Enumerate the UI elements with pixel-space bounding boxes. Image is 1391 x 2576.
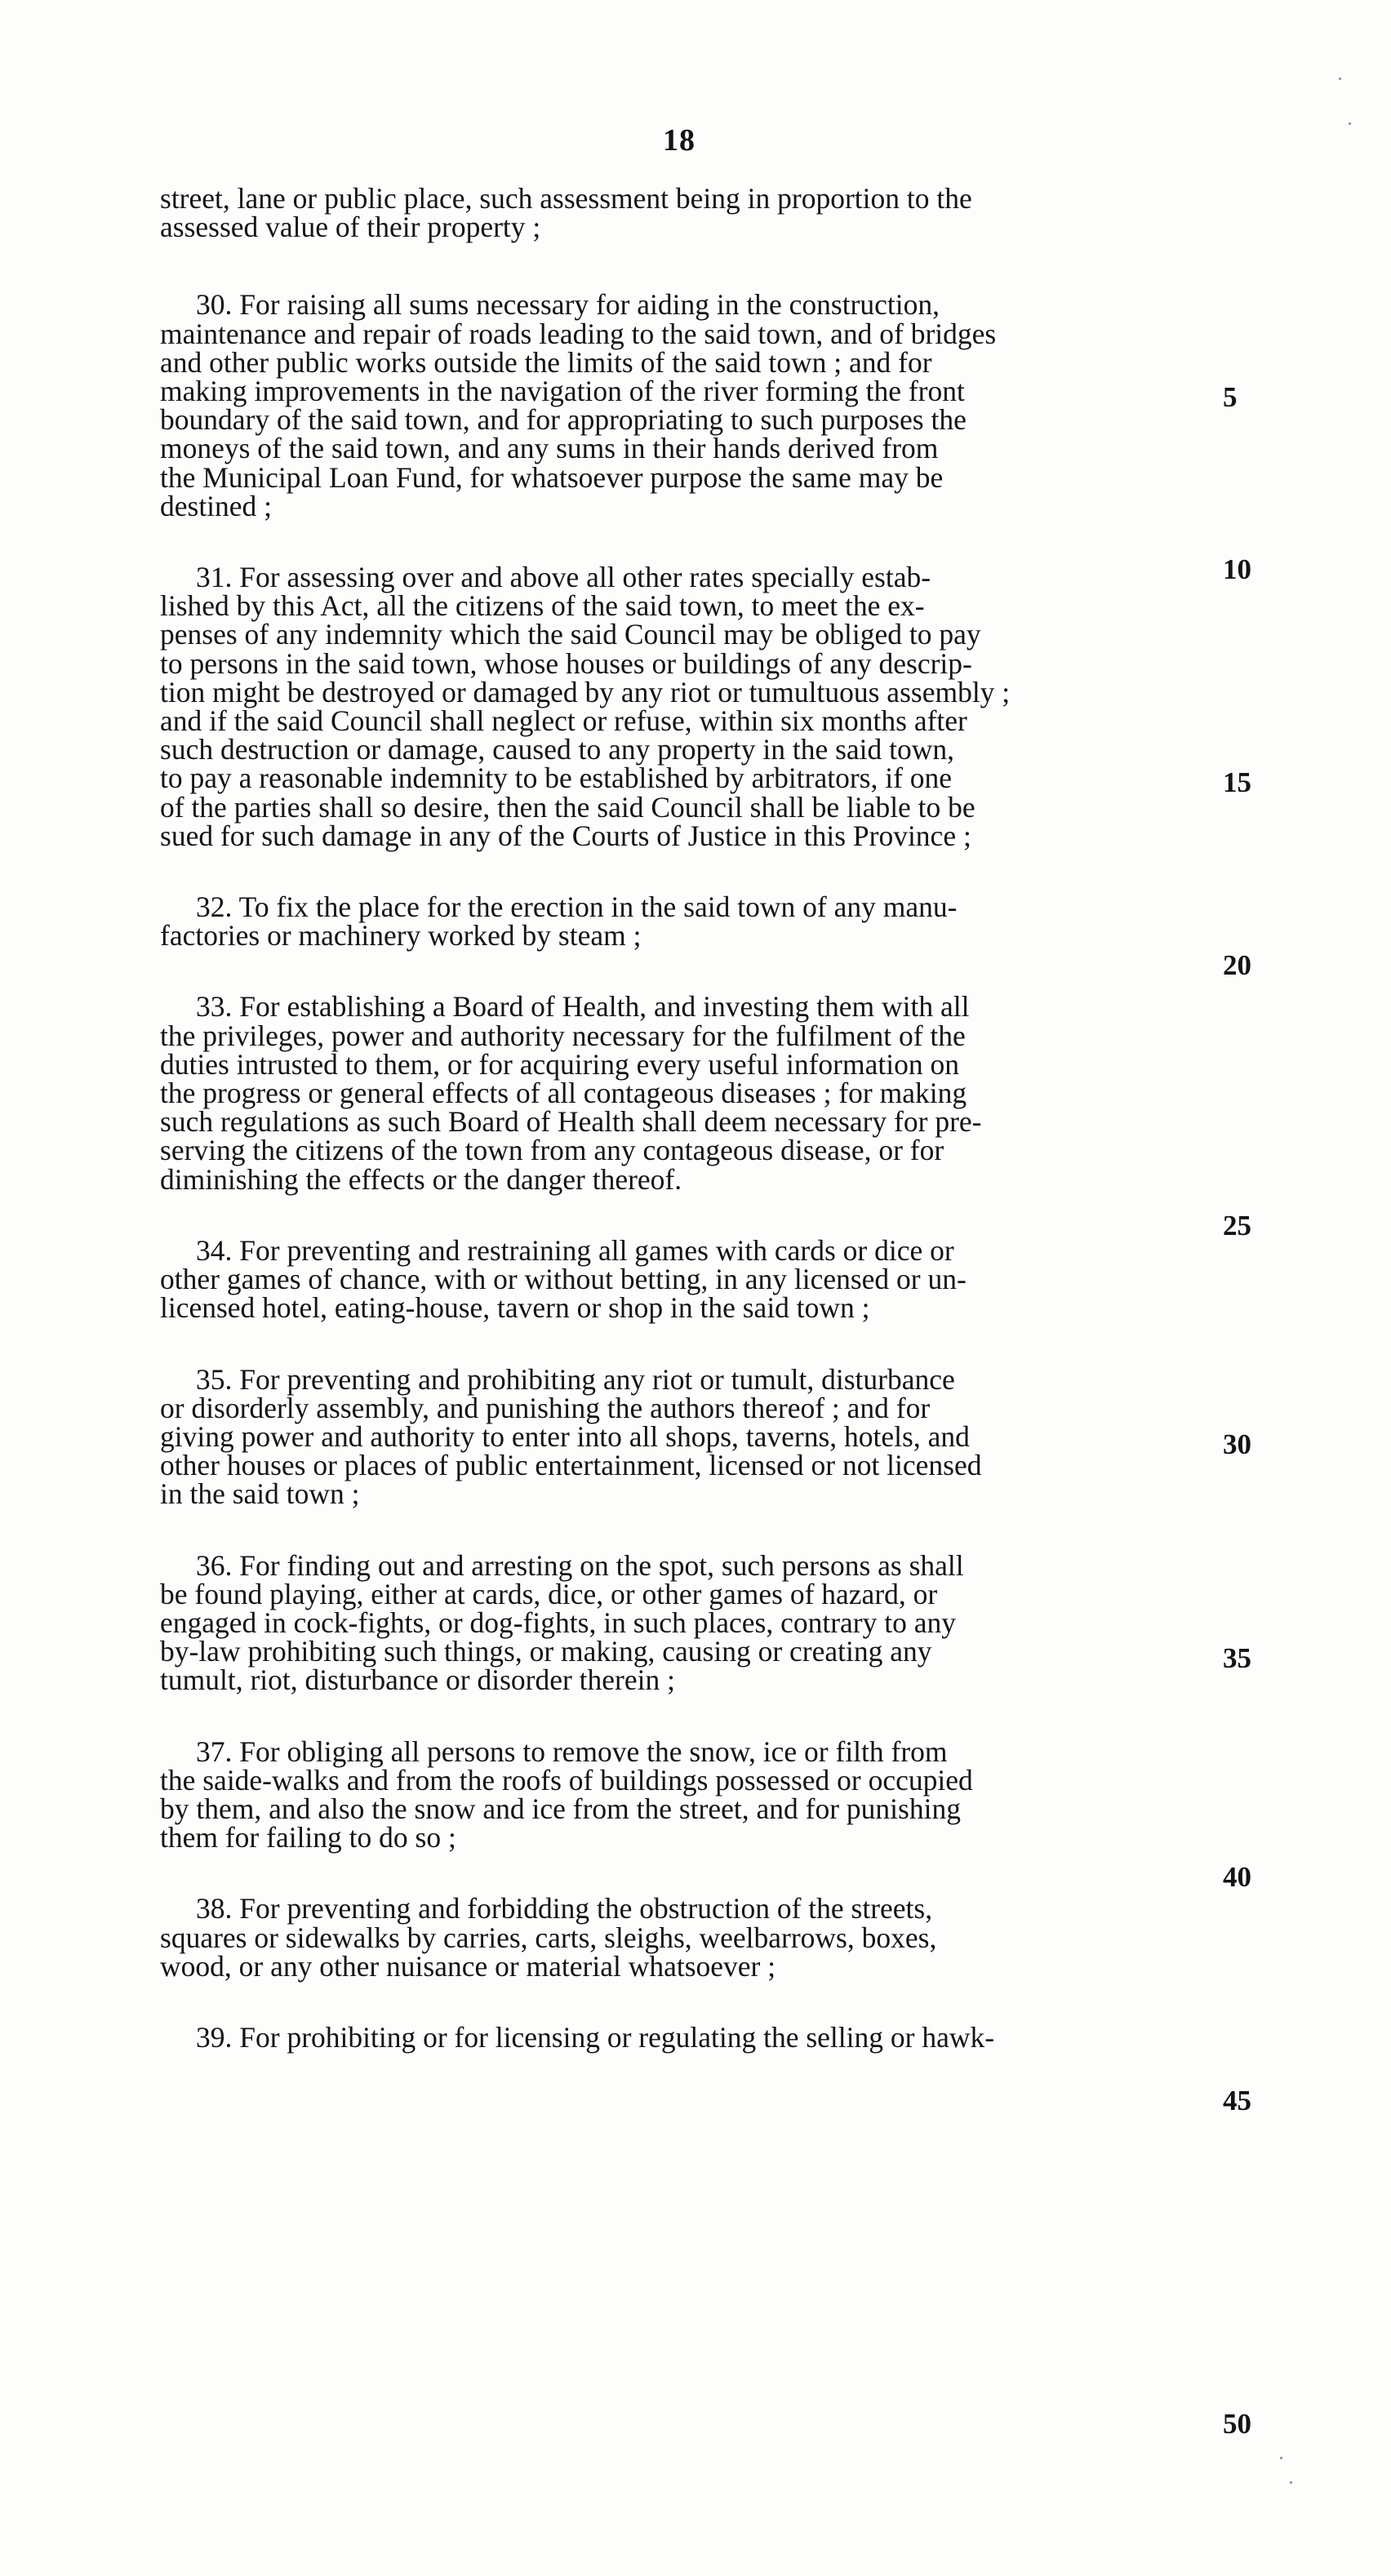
text-line: 31. For assessing over and above all other rates specially estab- xyxy=(196,561,931,594)
text-line: be found playing, either at cards, dice, or other games of hazard, or xyxy=(160,1577,938,1610)
text-line: other houses or places of public entertainment, licensed or not licensed xyxy=(160,1449,982,1482)
text-line: serving the citizens of the town from any contageous disease, or for xyxy=(160,1134,944,1167)
text-line: street, lane or public place, such assessment being in proportion to the xyxy=(160,182,972,215)
text-line: wood, or any other nuisance or material whatsoever ; xyxy=(160,1949,776,1983)
text-line: making improvements in the navigation of the river forming the front xyxy=(160,375,965,408)
paragraph-35 xyxy=(160,1362,1205,1511)
scan-speck xyxy=(1349,122,1351,125)
text-line: 35. For preventing and prohibiting any riot or tumult, disturbance xyxy=(196,1362,955,1396)
text-line: or disorderly assembly, and punishing the authors thereof ; and for xyxy=(160,1391,931,1424)
text-line: tumult, riot, disturbance or disorder therein ; xyxy=(160,1663,675,1697)
text-line: 37. For obliging all persons to remove the snow, ice or filth from xyxy=(196,1734,948,1768)
text-line: the privileges, power and authority necessary for the fulfilment of the xyxy=(160,1019,966,1052)
text-line: duties intrusted to them, or for acquiring every useful information on xyxy=(160,1047,959,1081)
text-line: such regulations as such Board of Health shall deem necessary for pre- xyxy=(160,1105,982,1139)
text-line: and if the said Council shall neglect or refuse, within six months after xyxy=(160,704,967,738)
paragraph-38 xyxy=(160,1894,1205,1981)
paragraph-37 xyxy=(160,1734,1205,1854)
text-line: lished by this Act, all the citizens of the said town, to meet the ex- xyxy=(160,589,925,623)
margin-line-number: 20 xyxy=(1223,949,1251,981)
text-line: 32. To fix the place for the erection in the said town of any manu- xyxy=(196,890,958,924)
text-line: in the said town ; xyxy=(160,1477,360,1511)
margin-line-number: 15 xyxy=(1223,766,1251,798)
paragraph-39 xyxy=(160,2020,1205,2054)
text-line: boundary of the said town, and for appropriating to such purposes the xyxy=(160,403,967,437)
text-line: factories or machinery worked by steam ; xyxy=(160,919,642,953)
scan-speck xyxy=(1290,2481,1292,2484)
paragraph-34 xyxy=(160,1233,1205,1325)
text-line: tion might be destroyed or damaged by any riot or tumultuous assembly ; xyxy=(160,675,1011,708)
text-line: squares or sidewalks by carries, carts, sleighs, weelbarrows, boxes, xyxy=(160,1921,937,1954)
text-line: maintenance and repair of roads leading to the said town, and of bridges xyxy=(160,317,997,350)
text-line: by-law prohibiting such things, or making, causing or creating any xyxy=(160,1635,932,1668)
text-line: licensed hotel, eating-house, tavern or shop in the said town ; xyxy=(160,1291,870,1325)
text-line: 30. For raising all sums necessary for aiding in the construction, xyxy=(196,288,940,322)
text-line: the saide-walks and from the roofs of buildings possessed or occupied xyxy=(160,1763,973,1797)
margin-line-number: 50 xyxy=(1223,2408,1251,2440)
margin-line-number: 40 xyxy=(1223,1861,1251,1893)
page-body xyxy=(160,184,1205,2094)
paragraph-31 xyxy=(160,563,1205,851)
text-line: and other public works outside the limits of the said town ; and for xyxy=(160,345,932,379)
margin-line-number: 35 xyxy=(1223,1642,1251,1674)
text-line: the progress or general effects of all contageous diseases ; for making xyxy=(160,1077,967,1110)
text-line: giving power and authority to enter into all shops, taverns, hotels, and xyxy=(160,1419,970,1453)
text-line: moneys of the said town, and any sums in their hands derived from xyxy=(160,432,939,465)
text-line: engaged in cock-fights, or dog-fights, in such places, contrary to any xyxy=(160,1606,956,1639)
page-number: 18 xyxy=(663,123,696,158)
text-line: assessed value of their property ; xyxy=(160,211,541,244)
paragraph-33 xyxy=(160,990,1205,1196)
text-line: them for failing to do so ; xyxy=(160,1821,456,1854)
margin-line-number: 5 xyxy=(1223,381,1238,413)
scan-speck xyxy=(1280,2457,1282,2459)
text-line: to pay a reasonable indemnity to be established by arbitrators, if one xyxy=(160,762,953,795)
text-line: diminishing the effects or the danger thereof. xyxy=(160,1162,682,1196)
text-line: penses of any indemnity which the said Council may be obliged to pay xyxy=(160,618,981,651)
margin-line-number: 10 xyxy=(1223,553,1251,585)
text-line: the Municipal Loan Fund, for whatsoever purpose the same may be xyxy=(160,460,944,494)
text-line: other games of chance, with or without betting, in any licensed or un- xyxy=(160,1263,967,1296)
margin-line-number: 30 xyxy=(1223,1428,1251,1460)
text-line: such destruction or damage, caused to any property in the said town, xyxy=(160,733,955,766)
text-line: 34. For preventing and restraining all games with cards or dice or xyxy=(196,1233,954,1267)
text-line: destined ; xyxy=(160,489,273,522)
text-line: by them, and also the snow and ice from the street, and for punishing xyxy=(160,1792,961,1825)
text-line: sued for such damage in any of the Courts of Justice in this Province ; xyxy=(160,819,971,852)
text-line: to persons in the said town, whose houses or buildings of any descrip- xyxy=(160,646,972,680)
text-line: 38. For preventing and forbidding the obstruction of the streets, xyxy=(196,1892,933,1925)
text-line: 36. For finding out and arresting on the spot, such persons as shall xyxy=(196,1548,964,1582)
text-line: of the parties shall so desire, then the said Council shall be liable to be xyxy=(160,790,975,824)
paragraph-32 xyxy=(160,890,1205,953)
margin-line-number: 45 xyxy=(1223,2085,1251,2116)
paragraph-30 xyxy=(160,288,1205,522)
paragraph-36 xyxy=(160,1548,1205,1697)
margin-line-number: 25 xyxy=(1223,1210,1251,1241)
scan-speck xyxy=(1339,78,1341,80)
text-line: 39. For prohibiting or for licensing or regulating the selling or hawk- xyxy=(196,2020,995,2054)
paragraph-cont xyxy=(160,184,1205,242)
text-line: 33. For establishing a Board of Health, and investing them with all xyxy=(196,990,970,1024)
